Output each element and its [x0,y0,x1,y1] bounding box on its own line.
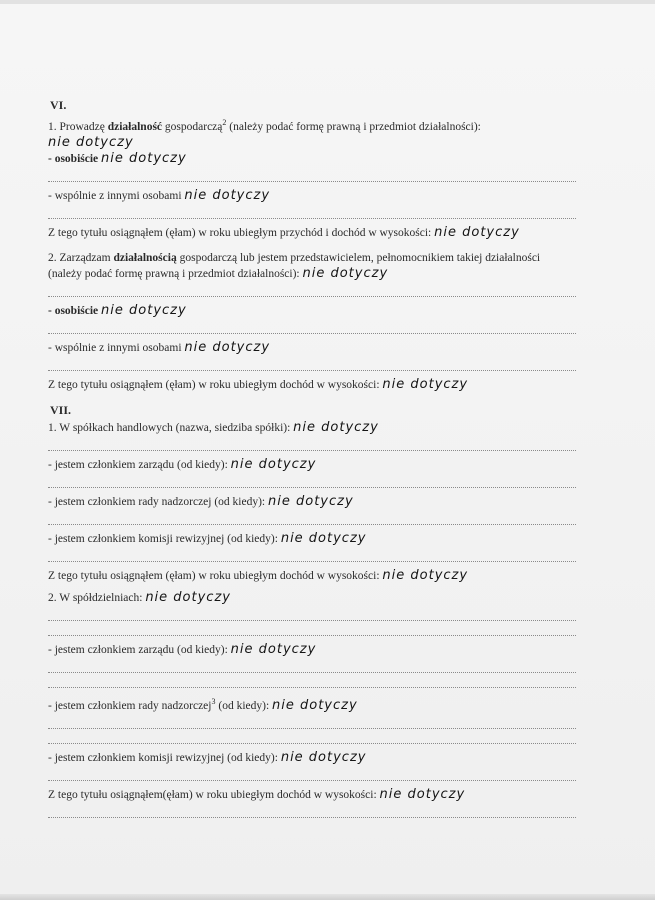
vii-q2-rada-row [48,694,609,714]
handwritten-answer: nie dotyczy [382,376,469,392]
dotted-line [48,658,576,673]
vi-q1-label [48,115,609,135]
dotted-line [48,204,576,219]
vii-q2-label: 2. W spółdzielniach: [48,591,143,604]
vi-q2-dochod-row [48,377,609,393]
vi-q1-dochod-row [48,225,609,241]
vii-q2-dochod-row [48,787,609,803]
dotted-line [48,282,576,297]
handwritten-answer: nie dotyczy [434,224,520,240]
vi-q2-label-bold: działalnością [113,251,177,264]
handwritten-answer: nie dotyczy [48,134,134,150]
handwritten-answer: nie dotyczy [272,697,358,713]
komisja-label: - jestem członkiem komisji rewizyjnej (od kiedy): [48,751,278,764]
section-vii-heading: VII. [50,402,72,417]
handwritten-answer: nie dotyczy [280,530,367,546]
scan-edge-top [0,0,655,4]
vii-q1-label-row [48,420,609,436]
wspolnie-label: - wspólnie z innymi osobami [48,341,182,354]
rada-label: - jestem członkiem rady nadzorczej [48,699,212,712]
dotted-line [48,473,576,488]
vii-q1-rada-row [48,494,609,510]
vi-q1-label-bold: działalność [107,120,163,133]
dochod-label: Z tego tytułu osiągnąłem (ęłam) w roku ubiegłym dochód w wysokości: [48,378,380,391]
dochod-label: Z tego tytułu osiągnąłem (ęłam) w roku ubiegłym przychód i dochód w wysokości: [48,226,432,239]
vii-q1-label: 1. W spółkach handlowych (nazwa, siedziba spółki): [48,421,291,434]
vii-q1-zarzad-row [48,457,609,473]
handwritten-answer: nie dotyczy [379,786,466,802]
dotted-line [48,729,576,744]
vi-q2-label [48,251,609,266]
dotted-line [48,319,576,334]
dotted-line [48,606,576,621]
dochod-label: Z tego tytułu osiągnąłem(ęłam) w roku ubiegłym dochód w wysokości: [48,788,377,801]
handwritten-answer: nie dotyczy [382,567,469,583]
osobiscie-label: - osobiście [48,304,99,317]
handwritten-answer: nie dotyczy [293,419,379,435]
vi-q2-label-part: 2. Zarządzam [48,251,114,264]
zarzad-label: - jestem członkiem zarządu (od kiedy): [48,643,228,656]
vi-q1-osobiscie-row [48,151,609,167]
footnote-mark: 3 [211,696,216,706]
handwritten-answer: nie dotyczy [268,493,354,509]
vii-q2-label-row [48,590,609,606]
scan-edge-bottom [0,894,655,900]
dotted-line [48,436,576,451]
vi-q1-label-part: (należy podać formę prawną i przedmiot działalności): [226,120,481,133]
handwritten-answer: nie dotyczy [184,187,271,203]
vi-q2-label-part: (należy podać formę prawną i przedmiot działalności): [48,267,300,280]
handwritten-answer: nie dotyczy [230,641,317,657]
vi-q1-wspolnie-row [48,188,609,204]
handwritten-answer: nie dotyczy [280,749,367,765]
osobiscie-label: - osobiście [48,152,99,165]
handwritten-answer: nie dotyczy [145,589,231,605]
vii-q1-dochod-row [48,568,609,584]
vi-q1-label-part: gospodarczą [162,120,223,133]
handwritten-answer: nie dotyczy [101,302,187,318]
handwritten-answer: nie dotyczy [184,339,271,355]
vi-q2-osobiscie-row [48,303,609,319]
vi-q2-wspolnie-row [48,340,609,356]
komisja-label: - jestem członkiem komisji rewizyjnej (od kiedy): [48,532,278,545]
dotted-line [48,356,576,371]
dotted-line [48,621,576,636]
dotted-line [48,167,576,182]
footnote-mark: 2 [222,118,227,127]
dotted-line [48,673,576,688]
rada-label: - jestem członkiem rady nadzorczej (od kiedy): [48,495,266,508]
vi-q1-label-part: 1. Prowadzę [48,120,108,133]
rada-label-suffix: (od kiedy): [215,699,270,712]
vi-q2-label-line2 [48,266,609,282]
dotted-line [48,766,576,781]
vii-q2-zarzad-row [48,642,609,658]
dotted-line [48,803,576,818]
dochod-label: Z tego tytułu osiągnąłem (ęłam) w roku ubiegłym dochód w wysokości: [48,569,380,582]
vi-q1-answer-row [48,135,609,151]
vii-q1-komisja-row [48,531,609,547]
vi-q2-label-part: gospodarczą lub jestem przedstawicielem, pełnomocnikiem takiej działalności [176,251,541,264]
vii-q2-komisja-row [48,750,609,766]
dotted-line [48,510,576,525]
form-content [44,98,609,818]
handwritten-answer: nie dotyczy [302,265,389,281]
dotted-line [48,547,576,562]
handwritten-answer: nie dotyczy [101,150,187,166]
dotted-line [48,714,576,729]
handwritten-answer: nie dotyczy [230,456,317,472]
section-vi-heading: VI. [50,98,67,112]
wspolnie-label: - wspólnie z innymi osobami [48,189,182,202]
zarzad-label: - jestem członkiem zarządu (od kiedy): [48,458,228,471]
